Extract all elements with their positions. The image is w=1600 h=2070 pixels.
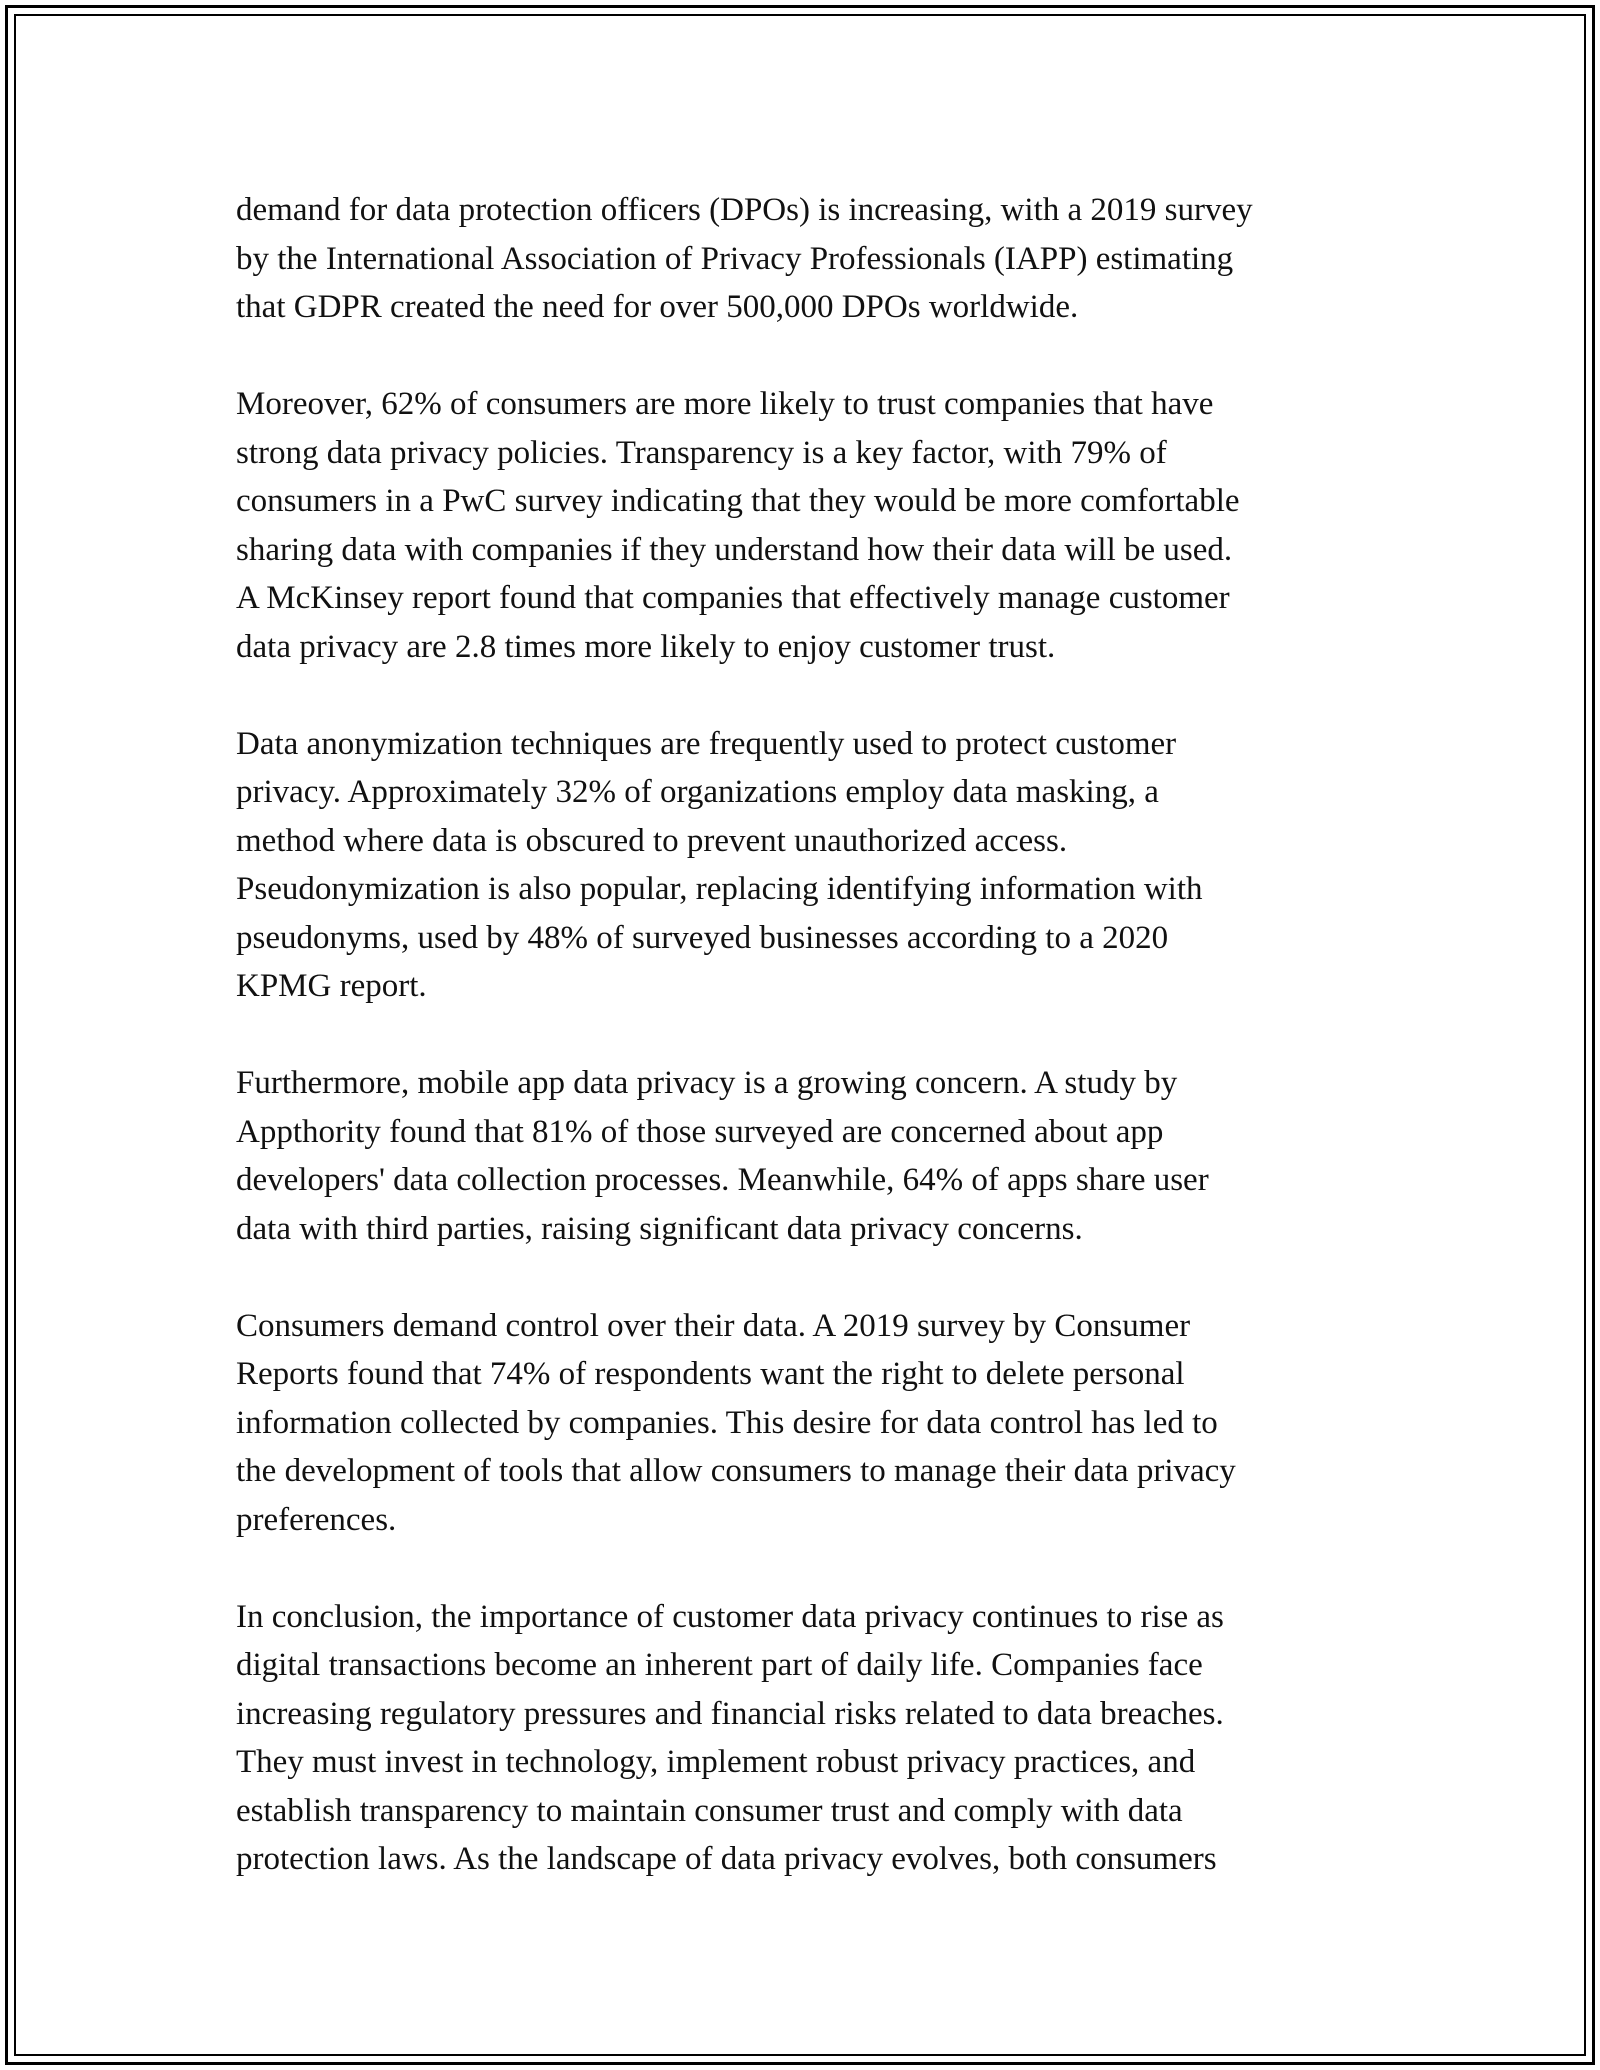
text-line: Pseudonymization is also popular, replacing identifying information with [236,871,1203,907]
text-line: by the International Association of Privacy Professionals (IAPP) estimating [236,240,1234,277]
text-line: protection laws. As the landscape of data privacy evolves, both consumers [236,1841,1217,1877]
text-line: Furthermore, mobile app data privacy is a growing concern. A study by [236,1065,1178,1101]
text-line: data privacy are 2.8 times more likely to enjoy customer trust. [236,628,1056,665]
paragraph-data-control [236,1302,1386,1545]
text-line: that GDPR created the need for over 500,000 DPOs worldwide. [236,289,1079,325]
text-line: privacy. Approximately 32% of organizations employ data masking, a [236,774,1159,810]
text-line: Moreover, 62% of consumers are more likely to trust companies that have [236,386,1214,422]
text-line: increasing regulatory pressures and financial risks related to data breaches. [236,1695,1224,1732]
paragraph-anonymization [236,720,1386,1011]
text-line: establish transparency to maintain consumer trust and comply with data [236,1792,1183,1829]
text-line: consumers in a PwC survey indicating that they would be more comfortable [236,483,1240,519]
text-line: Consumers demand control over their data. A 2019 survey by Consumer [236,1307,1191,1344]
paragraph-conclusion [236,1593,1386,1884]
document-body [236,186,1386,1932]
text-line: preferences. [236,1501,397,1538]
text-line: information collected by companies. This desire for data control has led to [236,1404,1218,1441]
text-line: Reports found that 74% of respondents want the right to delete personal [236,1356,1185,1392]
text-line: method where data is obscured to prevent unauthorized access. [236,822,1068,859]
text-line: data with third parties, raising significant data privacy concerns. [236,1210,1083,1247]
text-line: KPMG report. [236,968,427,1004]
text-line: strong data privacy policies. Transparency is a key factor, with 79% of [236,434,1167,471]
paragraph-mobile-privacy [236,1059,1386,1253]
text-line: Appthority found that 81% of those surveyed are concerned about app [236,1113,1164,1150]
text-line: They must invest in technology, implement robust privacy practices, and [236,1744,1196,1780]
text-line: pseudonyms, used by 48% of surveyed businesses according to a 2020 [236,919,1169,956]
text-line: demand for data protection officers (DPOs) is increasing, with a 2019 survey [236,192,1253,228]
text-line: the development of tools that allow consumers to manage their data privacy [236,1453,1236,1489]
text-line: sharing data with companies if they understand how their data will be used. [236,531,1233,568]
text-line: A McKinsey report found that companies that effectively manage customer [236,580,1230,616]
paragraph-dpo-demand [236,186,1386,332]
text-line: developers' data collection processes. Meanwhile, 64% of apps share user [236,1162,1209,1198]
text-line: In conclusion, the importance of customer data privacy continues to rise as [236,1598,1224,1635]
text-line: digital transactions become an inherent part of daily life. Companies face [236,1647,1203,1683]
text-line: Data anonymization techniques are frequently used to protect customer [236,725,1177,762]
paragraph-consumer-trust [236,380,1386,671]
